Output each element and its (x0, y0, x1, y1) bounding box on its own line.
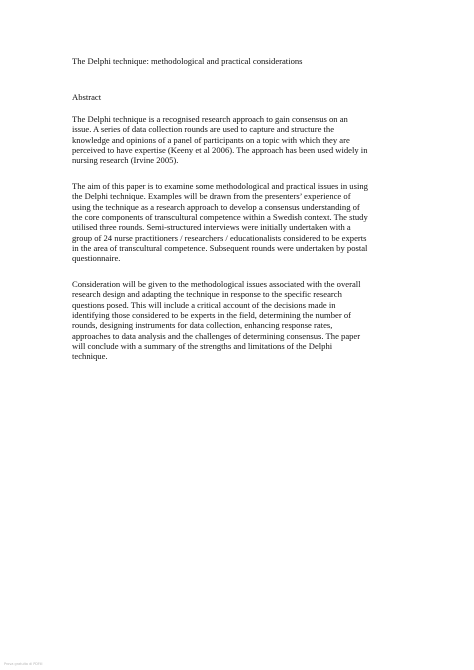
paragraph-line: nursing research (Irvine 2005). (72, 155, 179, 166)
paragraph-line: research design and adapting the technique in response to the specific research (72, 289, 342, 300)
paragraph-line: The Delphi technique is a recognised research approach to gain consensus on an (72, 114, 348, 124)
paragraph-line: utilised three rounds. Semi-structured interviews were initially undertaken with a (72, 222, 351, 233)
paragraph-line: the Delphi technique. Examples will be drawn from the presenters’ experience of (72, 191, 351, 202)
paragraph-line: technique. (72, 351, 108, 362)
paragraph-line: group of 24 nurse practitioners / researchers / educationalists considered to be experts (72, 232, 367, 243)
paragraph-line: questionnaire. (72, 253, 121, 264)
abstract-heading: Abstract (72, 92, 102, 102)
paragraph-line: questions posed. This will include a critical account of the decisions made in (72, 299, 336, 310)
paragraph-line: issue. A series of data collection rounds are used to capture and structure the (72, 124, 335, 135)
paragraph-line: in the area of transcultural competence. Subsequent rounds were undertaken by postal (72, 243, 368, 254)
abstract-paragraph-1 (72, 114, 412, 166)
abstract-paragraph-2 (72, 181, 412, 264)
paragraph-line: the core components of transcultural competence within a Swedish context. The study (72, 212, 368, 223)
paragraph-line: rounds, designing instruments for data collection, enhancing response rates, (72, 320, 333, 331)
paragraph-line: Consideration will be given to the methodological issues associated with the overall (72, 279, 361, 289)
paragraph-line: knowledge and opinions of a panel of participants on a topic with which they are (72, 134, 350, 145)
paragraph-line: perceived to have expertise (Keeny et al 2006). The approach has been used widely in (72, 145, 368, 156)
paragraph-line: approaches to data analysis and the challenges of determining consensus. The paper (72, 330, 361, 341)
document-title: The Delphi technique: methodological and practical considerations (72, 56, 303, 66)
paragraph-line: using the technique as a research approach to develop a consensus understanding of (72, 201, 360, 212)
paragraph-line: will conclude with a summary of the strengths and limitations of the Delphi (72, 341, 333, 352)
paragraph-line: The aim of this paper is to examine some methodological and practical issues in using (72, 181, 368, 191)
watermark-footer: Prova gratuita di PDFill (4, 662, 43, 666)
paragraph-line: identifying those considered to be experts in the field, determining the number of (72, 310, 351, 321)
abstract-paragraph-3 (72, 279, 412, 362)
